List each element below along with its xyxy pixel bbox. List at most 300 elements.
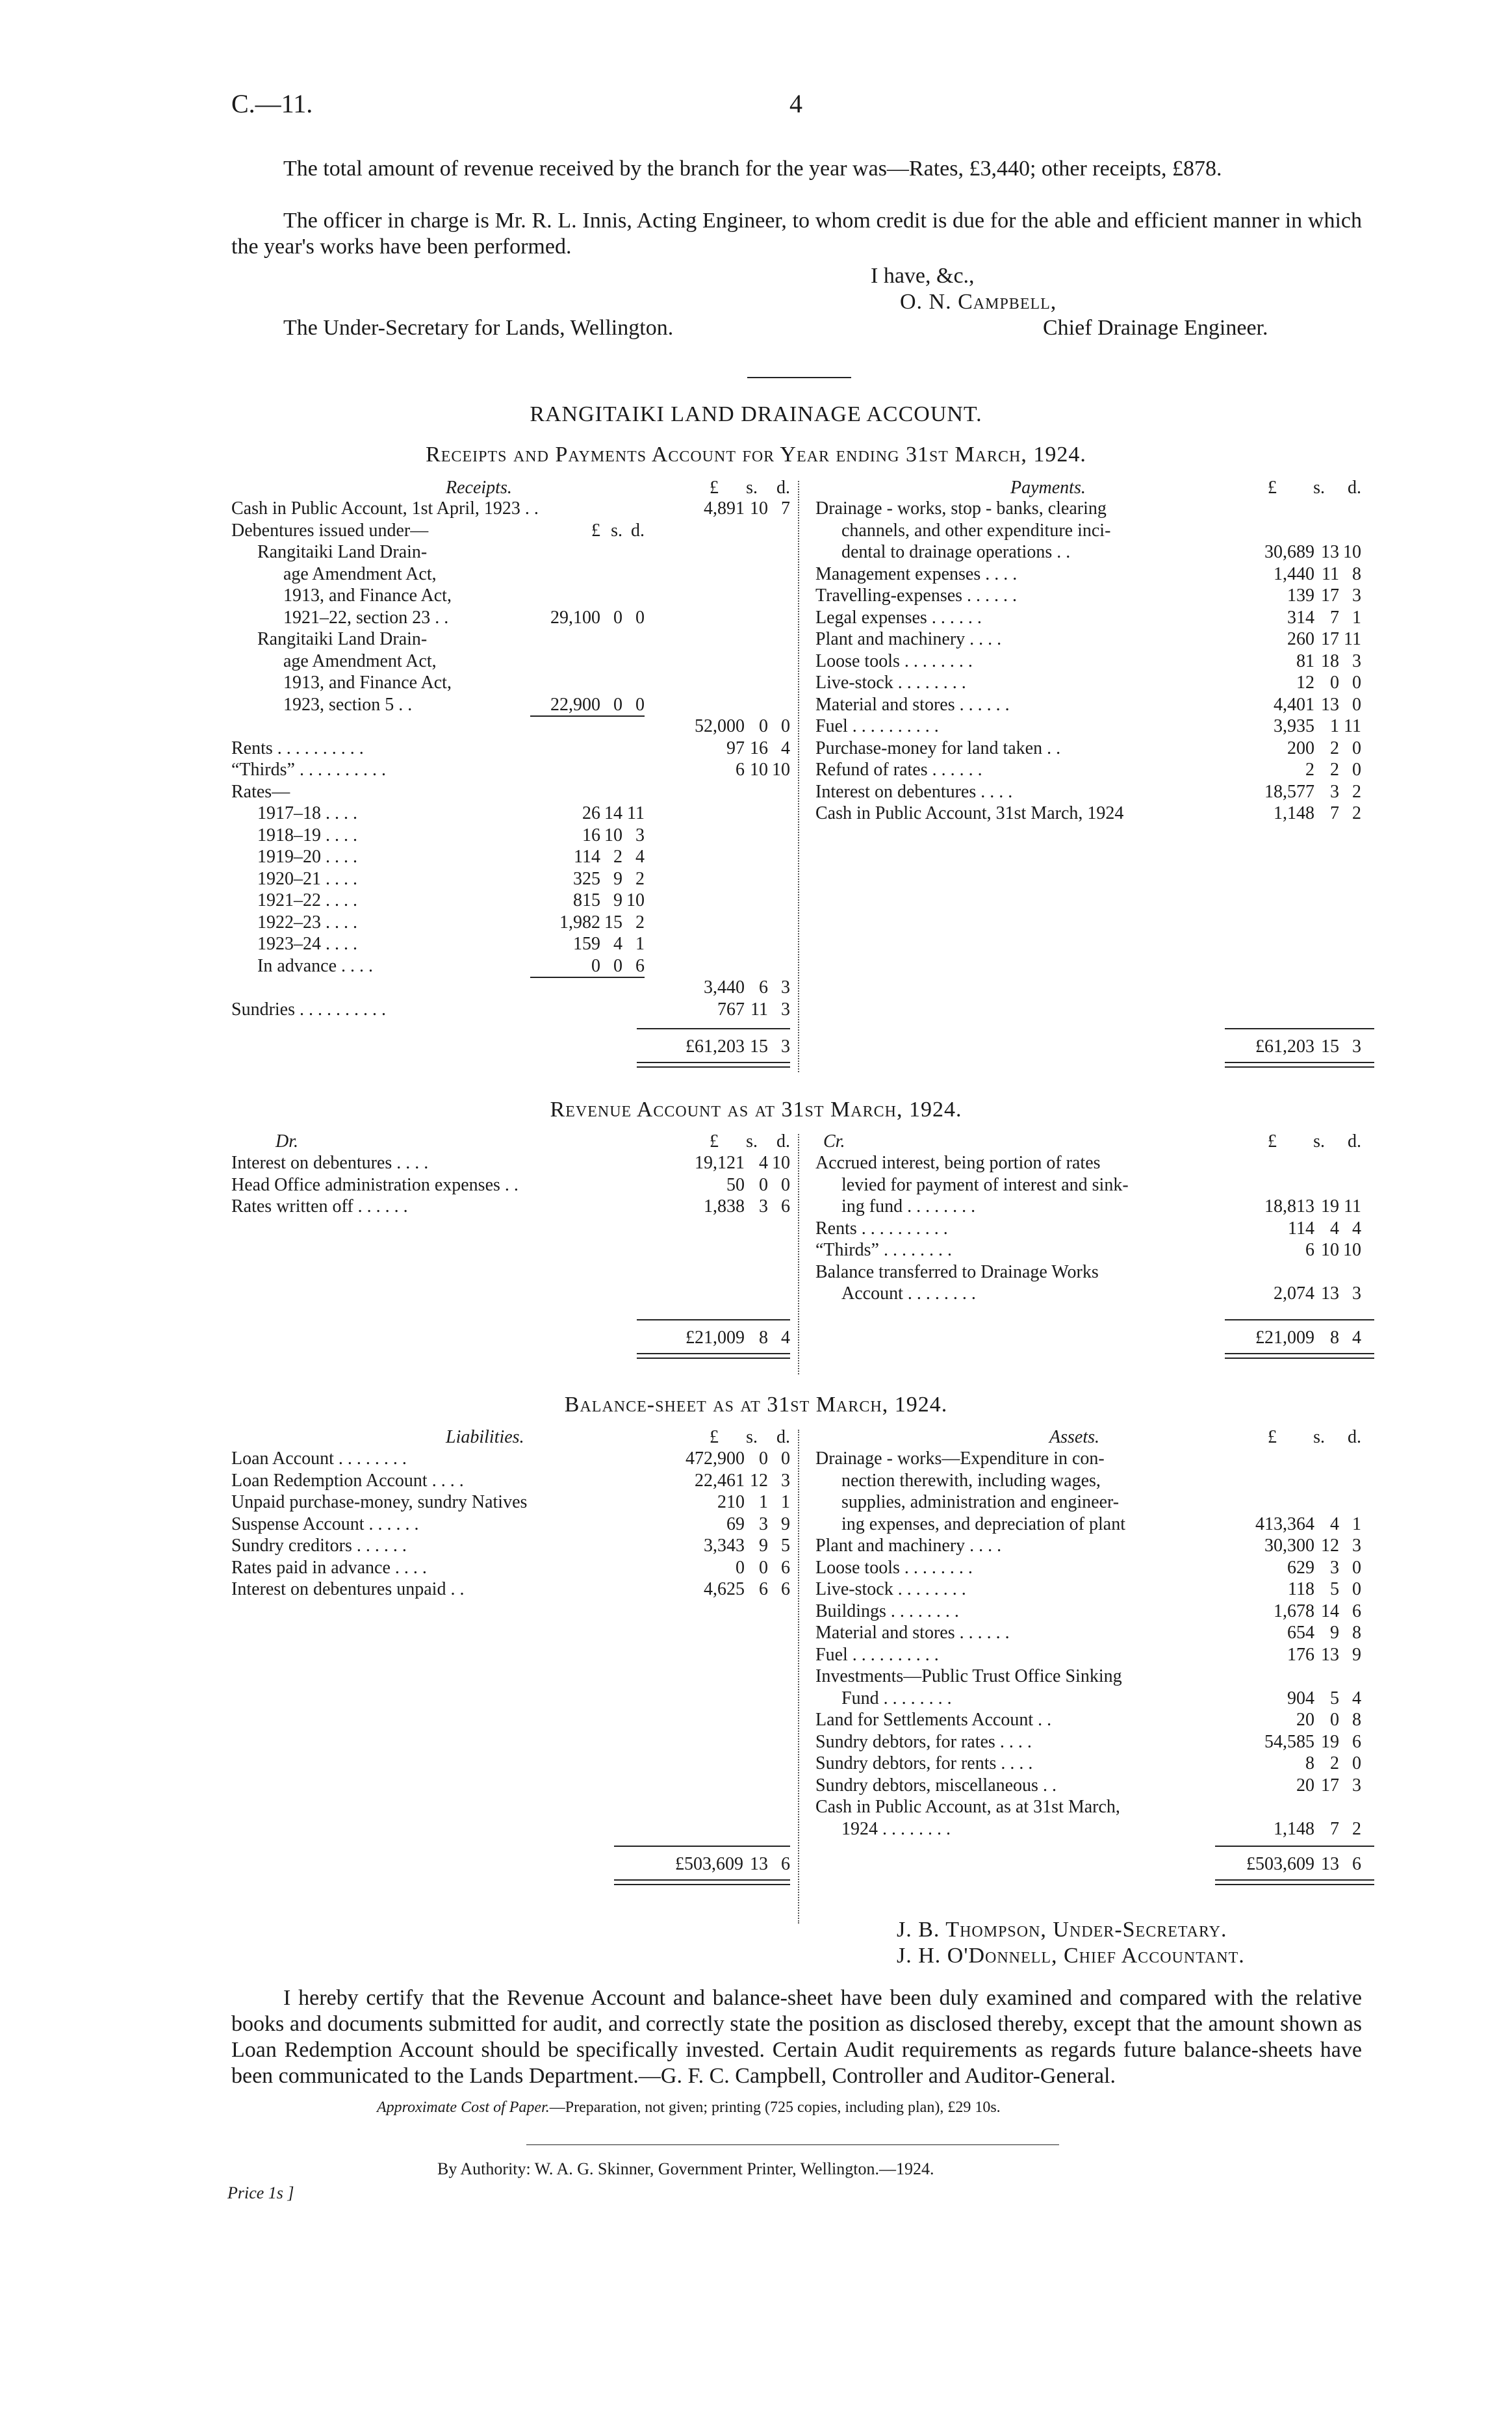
pence: 6 — [781, 1196, 790, 1216]
row-label: Land for Settlements Account . . — [815, 1710, 1052, 1730]
pounds: 20 — [1296, 1710, 1314, 1730]
liab-double-rule — [614, 1879, 790, 1885]
pence: 1 — [781, 1492, 790, 1512]
shillings: 13 — [1321, 1644, 1339, 1665]
shillings: 17 — [1321, 1775, 1339, 1796]
shillings: 17 — [1321, 586, 1339, 606]
ledger-row — [815, 738, 1361, 760]
pence: 6 — [781, 1557, 790, 1578]
shillings: 10 — [750, 760, 768, 780]
ledger-row — [815, 498, 1361, 520]
payments-total-rule — [1225, 1028, 1374, 1029]
sub-pounds: 1,982 — [559, 912, 600, 933]
row-label: 1917–18 . . . . — [257, 803, 357, 823]
pence: 1 — [1352, 607, 1361, 628]
shillings: 0 — [1330, 673, 1339, 693]
row-label: Live-stock . . . . . . . . — [815, 1579, 966, 1599]
pounds: 1,838 — [704, 1196, 745, 1216]
ledger-row — [815, 585, 1361, 607]
pounds: 54,585 — [1264, 1731, 1314, 1752]
ledger-row — [815, 628, 1361, 650]
ledger-row — [815, 781, 1361, 803]
pence: 10 — [1343, 1240, 1361, 1260]
assets-double-rule — [1215, 1879, 1374, 1885]
balance-divider — [798, 1430, 799, 1924]
ledger-row — [231, 607, 790, 629]
pence: 10 — [772, 760, 790, 780]
row-label: 1913, and Finance Act, — [283, 673, 452, 693]
sub-pence: 1 — [635, 934, 645, 954]
signer-name: O. N. Campbell, — [900, 290, 1057, 314]
pence: 8 — [1352, 563, 1361, 584]
ledger-row — [815, 1578, 1361, 1601]
row-label: Plant and machinery . . . . — [815, 629, 1002, 649]
payments-double-rule — [1225, 1062, 1374, 1068]
shillings: 3 — [1330, 781, 1339, 802]
ledger-row — [231, 1470, 790, 1492]
ledger-row — [815, 1448, 1361, 1470]
ledger-row — [231, 825, 790, 847]
pounds: 472,900 — [686, 1448, 745, 1469]
sub-pence: 11 — [627, 803, 645, 823]
row-label: Balance transferred to Drainage Works — [815, 1261, 1099, 1282]
ledger-row — [815, 541, 1361, 563]
pounds: 22,461 — [695, 1470, 745, 1491]
pence: 0 — [1352, 1753, 1361, 1773]
row-label: Sundry creditors . . . . . . — [231, 1536, 407, 1556]
shillings: 10 — [750, 498, 768, 519]
shillings: 3 — [1330, 1557, 1339, 1578]
ledger-row — [815, 759, 1361, 781]
cost-label: Approximate Cost of Paper. — [377, 2099, 550, 2116]
ledger-row — [231, 1448, 790, 1470]
row-label: Fuel . . . . . . . . . . — [815, 716, 939, 736]
shillings: 13 — [1321, 694, 1339, 715]
row-label: Cash in Public Account, as at 31st March, — [815, 1797, 1120, 1817]
row-label: Sundry debtors, for rents . . . . — [815, 1753, 1033, 1773]
row-label: 1921–22 . . . . — [257, 890, 357, 910]
pounds: 413,364 — [1255, 1513, 1314, 1534]
row-label: levied for payment of interest and sink- — [841, 1174, 1129, 1195]
ledger-row — [815, 1152, 1361, 1174]
payments-header: Payments. £ s. d. — [1010, 478, 1361, 498]
sub-pence: 3 — [635, 825, 645, 845]
row-label: Sundry debtors, for rates . . . . — [815, 1731, 1032, 1752]
intro-paragraph-1: The total amount of revenue received by the branch for the year was—Rates, £3,440; other receipts, £878. — [283, 157, 1222, 181]
row-label: age Amendment Act, — [283, 563, 437, 584]
ledger-row — [231, 672, 790, 694]
pounds: 2,074 — [1274, 1283, 1314, 1304]
row-label: Fund . . . . . . . . — [841, 1688, 952, 1708]
pounds: 81 — [1296, 650, 1314, 671]
pounds: 97 — [726, 738, 745, 758]
row-label: Rates written off . . . . . . — [231, 1196, 408, 1216]
row-label: Management expenses . . . . — [815, 563, 1018, 584]
row-label: Legal expenses . . . . . . — [815, 607, 982, 628]
shillings: 7 — [1330, 607, 1339, 628]
ledger-row — [815, 1731, 1361, 1753]
ledger-row — [815, 1491, 1361, 1513]
pounds: 3,343 — [704, 1536, 745, 1556]
receipts-total-rule — [637, 1028, 790, 1029]
row-label: Drainage - works, stop - banks, clearing — [815, 498, 1107, 519]
pence: 0 — [1352, 760, 1361, 780]
pounds: 260 — [1287, 629, 1314, 649]
ledger-row — [231, 1513, 790, 1536]
row-label: Rangitaiki Land Drain- — [257, 629, 428, 649]
row-label: Loose tools . . . . . . . . — [815, 650, 973, 671]
pence: 3 — [1352, 1775, 1361, 1796]
row-label: Live-stock . . . . . . . . — [815, 673, 966, 693]
pence: 6 — [781, 1579, 790, 1599]
pounds: 176 — [1287, 1644, 1314, 1665]
row-label: 1919–20 . . . . — [257, 847, 357, 867]
shillings: 7 — [1330, 1818, 1339, 1839]
ledger-row — [815, 650, 1361, 673]
row-label: Material and stores . . . . . . — [815, 1623, 1010, 1643]
ledger-row — [231, 585, 790, 607]
ledger-row — [231, 977, 790, 999]
pence: 6 — [1352, 1731, 1361, 1752]
ledger-row — [815, 1239, 1361, 1261]
pence: 4 — [1352, 1688, 1361, 1708]
pence: 3 — [781, 1470, 790, 1491]
pence: 0 — [1352, 738, 1361, 758]
row-label: ing expenses, and depreciation of plant — [841, 1513, 1125, 1534]
pence: 11 — [1344, 716, 1361, 736]
shillings: 3 — [759, 1196, 768, 1216]
row-label: Buildings . . . . . . . . — [815, 1601, 959, 1621]
row-label: Head Office administration expenses . . — [231, 1174, 519, 1195]
ledger-row — [815, 520, 1361, 542]
row-label: Refund of rates . . . . . . — [815, 760, 982, 780]
pence: 4 — [781, 738, 790, 758]
shillings: 3 — [759, 1513, 768, 1534]
pounds: 210 — [717, 1492, 745, 1512]
row-label: Investments—Public Trust Office Sinking — [815, 1666, 1122, 1686]
pounds: 200 — [1287, 738, 1314, 758]
shillings: 12 — [750, 1470, 768, 1491]
pounds: 30,300 — [1264, 1536, 1314, 1556]
ledger-row — [815, 1470, 1361, 1492]
sub-pounds: £ — [591, 520, 600, 541]
sub-shillings: 0 — [613, 694, 622, 715]
pounds: 18,813 — [1264, 1196, 1314, 1216]
row-label: Rents . . . . . . . . . . — [231, 738, 364, 758]
row-label: Rates paid in advance . . . . — [231, 1557, 427, 1578]
row-label: channels, and other expenditure inci- — [841, 520, 1111, 541]
row-label: Interest on debentures . . . . — [815, 781, 1013, 802]
row-label: 1922–23 . . . . — [257, 912, 357, 933]
sub-pounds: 16 — [582, 825, 600, 845]
imprint-rule — [526, 2144, 1059, 2145]
pence: 0 — [1352, 694, 1361, 715]
row-label: 1924 . . . . . . . . — [841, 1818, 951, 1839]
shillings: 0 — [759, 1448, 768, 1469]
row-label: Travelling-expenses . . . . . . — [815, 586, 1018, 606]
pence: 0 — [781, 1174, 790, 1195]
sub-pence: 10 — [626, 890, 645, 910]
row-label: Plant and machinery . . . . — [815, 1536, 1002, 1556]
pounds: 30,689 — [1264, 542, 1314, 562]
ledger-row — [815, 1601, 1361, 1623]
payments-list — [815, 498, 1361, 825]
ledger-row — [815, 1796, 1361, 1818]
pence: 11 — [1344, 629, 1361, 649]
ledger-row — [815, 1622, 1361, 1644]
ledger-row — [231, 955, 790, 977]
pence: 2 — [1352, 1818, 1361, 1839]
pence: 9 — [1352, 1644, 1361, 1665]
sub-shillings: 9 — [613, 890, 622, 910]
row-label: Sundries . . . . . . . . . . — [231, 999, 386, 1020]
pence: 1 — [1352, 1513, 1361, 1534]
row-label: Unpaid purchase-money, sundry Natives — [231, 1492, 528, 1512]
row-label: 1920–21 . . . . — [257, 868, 357, 889]
row-label: Loose tools . . . . . . . . — [815, 1557, 973, 1578]
ledger-row — [815, 1753, 1361, 1775]
sub-shillings: 4 — [613, 934, 622, 954]
ledger-row — [231, 628, 790, 650]
revenue-debits — [231, 1152, 790, 1218]
shillings: 4 — [1330, 1513, 1339, 1534]
pounds: 1,148 — [1274, 803, 1314, 823]
ledger-row — [815, 715, 1361, 738]
row-label: Cash in Public Account, 1st April, 1923 . . — [231, 498, 539, 519]
ledger-row — [231, 541, 790, 563]
liab-total-rule — [614, 1846, 790, 1847]
pounds: 629 — [1287, 1557, 1314, 1578]
revenue-cr-total: £21,009 8 4 — [1255, 1328, 1361, 1348]
shillings: 11 — [1322, 563, 1339, 584]
row-label: Material and stores . . . . . . — [815, 694, 1010, 715]
shillings: 9 — [1330, 1623, 1339, 1643]
ledger-row — [231, 999, 790, 1021]
shillings: 18 — [1321, 650, 1339, 671]
pence: 3 — [1352, 586, 1361, 606]
ledger-row — [231, 1491, 790, 1513]
ledger-row — [231, 803, 790, 825]
ledger-row — [815, 1218, 1361, 1240]
pence: 0 — [781, 1448, 790, 1469]
pence: 2 — [1352, 803, 1361, 823]
audit-certificate: I hereby certify that the Revenue Account and balance-sheet have been duly examined and compared with the relative books and documents submitted for audit, and correctly state the position as disclosed thereby, except that the amount shown as Loan Redemption Account should be specifically invested. Certain Audit requirements as regards future balance-sheets have been communicated to the Lands Department.—G. F. C. Campbell, Controller and Auditor-General. — [231, 1986, 1362, 2088]
pounds: 904 — [1287, 1688, 1314, 1708]
page-number: 4 — [789, 89, 802, 118]
ledger-row — [815, 1196, 1361, 1218]
pounds: 2 — [1305, 760, 1314, 780]
shillings: 17 — [1321, 629, 1339, 649]
pounds: 0 — [736, 1557, 745, 1578]
row-label: Account . . . . . . . . — [841, 1283, 976, 1304]
signer-title: Chief Drainage Engineer. — [1043, 316, 1268, 340]
revenue-dr-header: Dr. £ s. d. — [275, 1131, 790, 1152]
sub-shillings: 15 — [604, 912, 622, 933]
cost-line — [377, 2098, 1287, 2117]
shillings: 10 — [1321, 1240, 1339, 1260]
pence: 8 — [1352, 1710, 1361, 1730]
pounds: 767 — [717, 999, 745, 1020]
pounds: 12 — [1296, 673, 1314, 693]
row-label: Debentures issued under— — [231, 520, 429, 541]
ledger-row — [815, 1775, 1361, 1797]
pence: 3 — [781, 977, 790, 998]
sub-pounds: 114 — [574, 847, 600, 867]
shillings: 16 — [750, 738, 768, 758]
row-label: dental to drainage operations . . — [841, 542, 1071, 562]
pounds: 6 — [736, 760, 745, 780]
pence: 5 — [781, 1536, 790, 1556]
pounds: 20 — [1296, 1775, 1314, 1796]
ledger-row — [231, 868, 790, 890]
ledger-row — [231, 1196, 790, 1218]
shillings: 4 — [759, 1153, 768, 1173]
row-label: Purchase-money for land taken . . — [815, 738, 1061, 758]
revenue-cr-double-rule — [1225, 1353, 1374, 1359]
pence: 3 — [1352, 1283, 1361, 1304]
row-label: Rates— — [231, 781, 290, 802]
pounds: 50 — [726, 1174, 745, 1195]
revenue-title: Revenue Account as at 31st March, 1924. — [550, 1098, 962, 1122]
shillings: 0 — [759, 716, 768, 736]
sub-pounds: 0 — [591, 955, 600, 976]
sub-shillings: s. — [611, 520, 622, 541]
revenue-dr-total-rule — [637, 1319, 790, 1320]
signature-chief-accountant: J. H. O'Donnell, Chief Accountant. — [897, 1944, 1245, 1968]
pounds: 4,401 — [1274, 694, 1314, 715]
shillings: 1 — [1330, 716, 1339, 736]
pence: 9 — [781, 1513, 790, 1534]
row-label: 1913, and Finance Act, — [283, 586, 452, 606]
pence: 10 — [772, 1153, 790, 1173]
ledger-row — [231, 890, 790, 912]
shillings: 19 — [1321, 1731, 1339, 1752]
sub-pounds: 22,900 — [550, 694, 600, 715]
shillings: 5 — [1330, 1688, 1339, 1708]
pence: 8 — [1352, 1623, 1361, 1643]
shillings: 9 — [759, 1536, 768, 1556]
ledger-row — [815, 1644, 1361, 1666]
ledger-row — [815, 563, 1361, 586]
ledger-row — [815, 607, 1361, 629]
shillings: 4 — [1330, 1218, 1339, 1239]
row-label: nection therewith, including wages, — [841, 1470, 1101, 1491]
sub-pence: 2 — [635, 912, 645, 933]
pence: 3 — [1352, 650, 1361, 671]
shillings: 0 — [759, 1174, 768, 1195]
addressee: The Under-Secretary for Lands, Wellington. — [283, 316, 674, 340]
pounds: 6 — [1305, 1240, 1314, 1260]
receipts-header: Receipts. £ s. d. — [446, 478, 790, 498]
row-label: Rents . . . . . . . . . . — [815, 1218, 948, 1239]
ledger-row — [231, 715, 790, 738]
revenue-credits — [815, 1152, 1361, 1305]
separator-rule — [747, 377, 851, 378]
ledger-row — [815, 1283, 1361, 1305]
revenue-dr-double-rule — [637, 1353, 790, 1359]
pence: 2 — [1352, 781, 1361, 802]
ledger-row — [815, 1709, 1361, 1731]
row-label: 1918–19 . . . . — [257, 825, 357, 845]
assets-list — [815, 1448, 1361, 1840]
row-label: Interest on debentures . . . . — [231, 1153, 429, 1173]
row-label: 1923, section 5 . . — [283, 694, 413, 715]
shillings: 6 — [759, 977, 768, 998]
ledger-row — [231, 1578, 790, 1601]
sub-shillings: 0 — [613, 607, 622, 628]
price: Price 1s ] — [227, 2183, 294, 2202]
ledger-row — [815, 1557, 1361, 1579]
row-label: Drainage - works—Expenditure in con- — [815, 1448, 1105, 1469]
pounds: 8 — [1305, 1753, 1314, 1773]
closing: I have, &c., — [871, 264, 975, 288]
revenue-divider — [798, 1134, 799, 1374]
receipts-double-rule — [637, 1062, 790, 1068]
row-label: Accrued interest, being portion of rates — [815, 1153, 1101, 1173]
pounds: 4,891 — [704, 498, 745, 519]
sub-pence: 4 — [635, 847, 645, 867]
ledger-row — [231, 738, 790, 760]
ledger-row — [231, 933, 790, 955]
shillings: 7 — [1330, 803, 1339, 823]
sub-shillings: 0 — [613, 955, 622, 976]
ledger-row — [815, 803, 1361, 825]
column-divider — [798, 481, 799, 1072]
sub-pounds: 29,100 — [550, 607, 600, 628]
intro-paragraph-2: The officer in charge is Mr. R. L. Innis, Acting Engineer, to whom credit is due for the able and efficient manner in which the year's works have been performed. — [231, 209, 1362, 259]
pounds: 118 — [1288, 1579, 1314, 1599]
pounds: 654 — [1287, 1623, 1314, 1643]
shillings: 6 — [759, 1579, 768, 1599]
imprint: By Authority: W. A. G. Skinner, Government Printer, Wellington.—1924. — [437, 2159, 934, 2178]
liabilities-total: £503,609 13 6 — [675, 1854, 790, 1874]
pounds: 114 — [1288, 1218, 1314, 1239]
pence: 0 — [1352, 1579, 1361, 1599]
ledger-row — [231, 1152, 790, 1174]
shillings: 13 — [1321, 542, 1339, 562]
shillings: 13 — [1321, 1283, 1339, 1304]
pounds: 3,935 — [1274, 716, 1314, 736]
ledger-row — [231, 912, 790, 934]
sub-pence: 0 — [635, 607, 645, 628]
pounds: 139 — [1287, 586, 1314, 606]
assets-header: Assets. £ s. d. — [1049, 1427, 1361, 1447]
pounds: 314 — [1287, 607, 1314, 628]
pence: 4 — [1352, 1218, 1361, 1239]
account-title: RANGITAIKI LAND DRAINAGE ACCOUNT. — [530, 402, 982, 426]
pence: 6 — [1352, 1601, 1361, 1621]
ledger-row — [231, 781, 790, 803]
ledger-row — [815, 694, 1361, 716]
pence: 7 — [781, 498, 790, 519]
shillings: 19 — [1321, 1196, 1339, 1216]
shillings: 0 — [1330, 1710, 1339, 1730]
balance-title: Balance-sheet as at 31st March, 1924. — [564, 1393, 948, 1417]
shillings: 12 — [1321, 1536, 1339, 1556]
ledger-row — [231, 650, 790, 673]
pounds: 1,440 — [1274, 563, 1314, 584]
pence: 3 — [781, 999, 790, 1020]
row-label: age Amendment Act, — [283, 650, 437, 671]
ledger-row — [815, 1688, 1361, 1710]
row-label: Loan Redemption Account . . . . — [231, 1470, 464, 1491]
sub-pounds: 159 — [573, 934, 600, 954]
ledger-row — [231, 846, 790, 868]
assets-total: £503,609 13 6 — [1246, 1854, 1361, 1874]
sub-pence: d. — [631, 520, 645, 541]
ledger-row — [231, 1535, 790, 1557]
ledger-row — [231, 498, 790, 520]
